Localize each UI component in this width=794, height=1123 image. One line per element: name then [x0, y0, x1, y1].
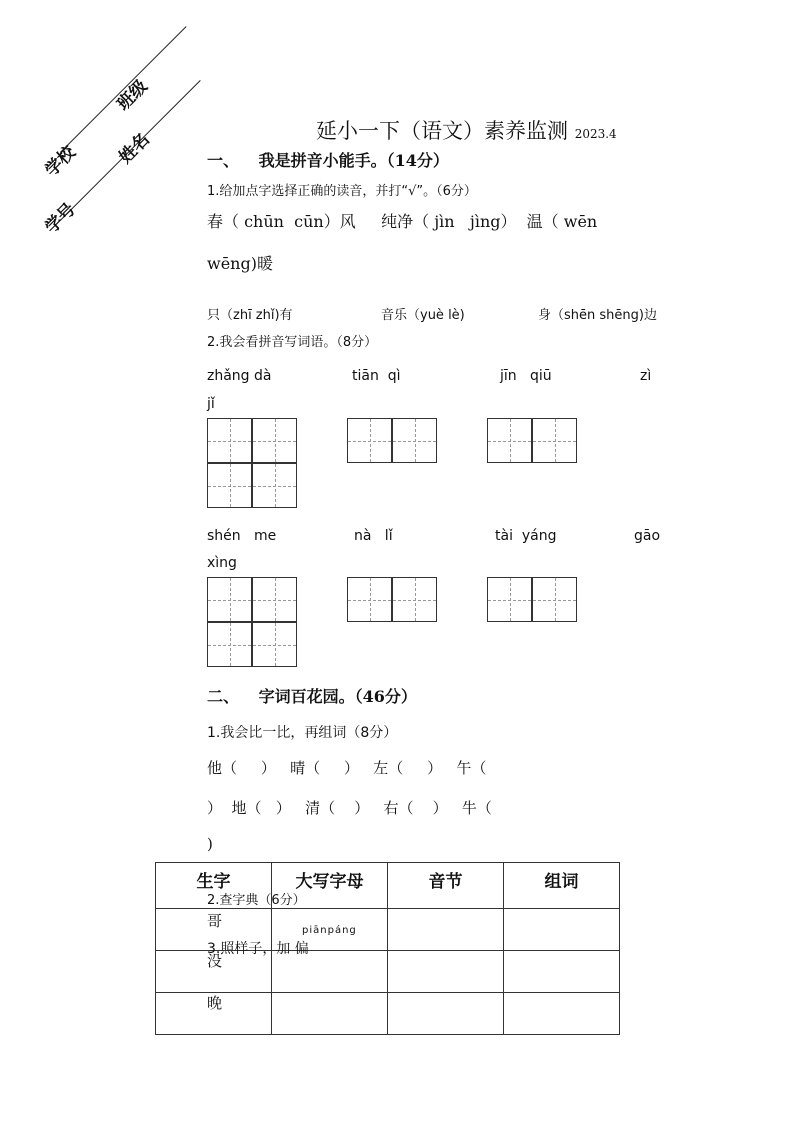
- row-char-3: 晚: [207, 994, 223, 1012]
- pinyin-ji: jǐ: [207, 396, 215, 412]
- pinyin-nali: nà lǐ: [354, 528, 393, 544]
- writing-box[interactable]: [252, 622, 297, 667]
- q1-item-3: 身（shēn shēng)边: [538, 308, 657, 323]
- col-header-capital: 大写字母: [272, 863, 388, 909]
- s2-q3-prompt: 3.照样子，加 偏: [207, 941, 309, 957]
- table-cell[interactable]: [388, 951, 504, 993]
- writing-box[interactable]: [392, 577, 437, 622]
- pinyin-xing: xìng: [207, 555, 237, 571]
- writing-box[interactable]: [207, 577, 252, 622]
- q3-pinyin: piānpáng: [302, 925, 357, 936]
- student-no-label: 学号: [41, 199, 80, 238]
- writing-box[interactable]: [347, 577, 392, 622]
- section2-heading: [207, 684, 417, 707]
- table-cell[interactable]: [504, 909, 620, 951]
- writing-box[interactable]: [207, 463, 252, 508]
- section1-title: 我是拼音小能手。（14分）: [258, 151, 449, 170]
- col-header-char: 生字: [156, 863, 272, 909]
- q1-item-2: 音乐（yuè lè): [381, 308, 465, 323]
- writing-box[interactable]: [252, 418, 297, 463]
- writing-box[interactable]: [392, 418, 437, 463]
- writing-box[interactable]: [532, 577, 577, 622]
- pinyin-taiyang: tài yáng: [495, 528, 557, 544]
- s2-q2-prompt: 2.查字典（6分）: [207, 893, 306, 908]
- writing-box[interactable]: [487, 418, 532, 463]
- row-char-1: 哥: [207, 912, 223, 930]
- school-label: 学校: [41, 142, 80, 181]
- pinyin-zi: zì: [640, 368, 652, 384]
- section2-number: 二、: [207, 687, 240, 706]
- writing-box[interactable]: [347, 418, 392, 463]
- table-cell[interactable]: [504, 993, 620, 1035]
- table-cell[interactable]: [388, 909, 504, 951]
- col-header-syllable: 音节: [388, 863, 504, 909]
- class-label: 班级: [113, 76, 152, 115]
- q1-prompt: 1.给加点字选择正确的读音，并打“√”。（6分）: [207, 184, 477, 199]
- writing-box[interactable]: [487, 577, 532, 622]
- table-cell[interactable]: [388, 993, 504, 1035]
- row-char-2: 没: [207, 952, 223, 970]
- s2-q1-line3: ): [207, 835, 213, 853]
- title-date: 2023.4: [574, 127, 617, 141]
- col-header-word: 组词: [504, 863, 620, 909]
- pinyin-tianqi: tiān qì: [352, 368, 401, 384]
- table-cell[interactable]: [504, 951, 620, 993]
- pinyin-shenme: shén me: [207, 528, 277, 544]
- s2-q1-line2: ） 地（ ） 清（ ） 右（ ） 牛（: [207, 799, 492, 817]
- table-row: [156, 993, 620, 1035]
- writing-box[interactable]: [252, 463, 297, 508]
- q1-item-1: 只（zhī zhǐ)有: [207, 308, 293, 323]
- title-text: 延小一下（语文）素养监测: [316, 119, 568, 143]
- pinyin-zhangda: zhǎng dà: [207, 368, 272, 384]
- s2-q1-line1: 他（ ） 晴（ ） 左（ ） 午（: [207, 759, 487, 777]
- writing-box[interactable]: [207, 622, 252, 667]
- table-cell[interactable]: [272, 993, 388, 1035]
- section1-number: 一、: [207, 151, 240, 170]
- s2-q1-prompt: 1.我会比一比，再组词（8分）: [207, 725, 398, 741]
- section2-title: 字词百花园。（46分）: [258, 687, 417, 706]
- section1-heading: [207, 148, 449, 171]
- q1-line1: 春（ chūn cūn）风 纯净（ jìn jìng） 温（ wēn: [207, 212, 598, 231]
- page-title: [316, 115, 617, 145]
- q2-prompt: 2.我会看拼音写词语。（8分）: [207, 335, 378, 350]
- writing-box[interactable]: [532, 418, 577, 463]
- pinyin-jinqiu: jīn qiū: [500, 368, 552, 384]
- writing-box[interactable]: [252, 577, 297, 622]
- writing-box[interactable]: [207, 418, 252, 463]
- q1-line2: wēng)暖: [207, 254, 273, 273]
- name-label: 姓名: [115, 129, 154, 168]
- pinyin-gao: gāo: [634, 528, 661, 544]
